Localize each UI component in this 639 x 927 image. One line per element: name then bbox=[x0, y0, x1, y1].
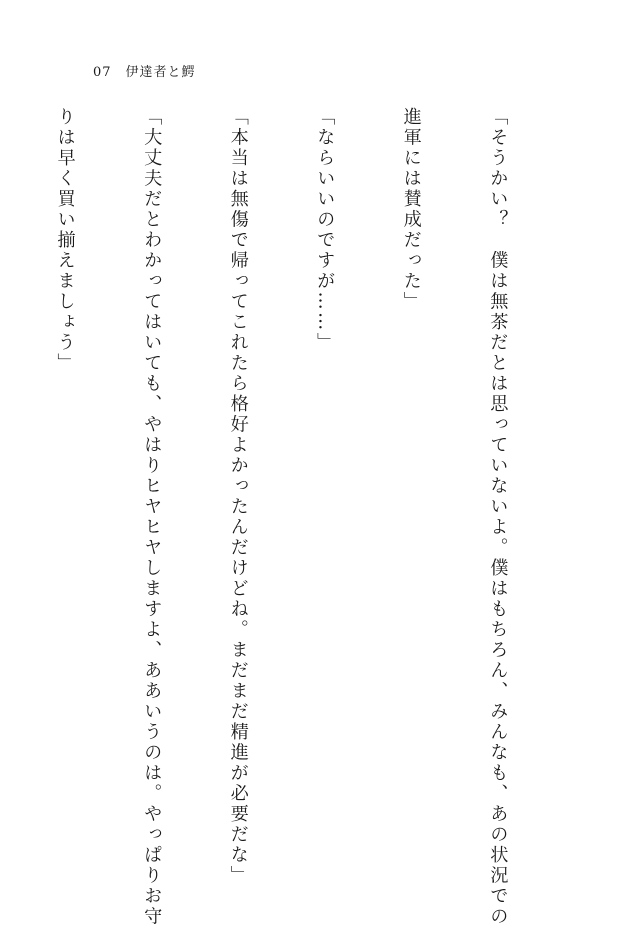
text-line: 「本当は無傷で帰ってこれたら格好よかったんだけどね。まだまだ精進が必要だな」 bbox=[227, 107, 249, 886]
text-line: 「ならいいのですが……」 bbox=[314, 107, 336, 353]
text-line: りは早く買い揃えましょう」 bbox=[54, 107, 76, 374]
page-header bbox=[93, 61, 196, 80]
text-line: 「大丈夫だとわかってはいても、やはりヒヤヒヤしますよ、ああいうのは。やっぱりお守 bbox=[141, 107, 163, 927]
text-line: 「そうかい？ 僕は無茶だとは思っていないよ。僕はもちろん、みんなも、あの状況での bbox=[487, 107, 509, 927]
vertical-body-text bbox=[0, 107, 569, 927]
text-line: 進軍には賛成だった」 bbox=[400, 107, 422, 312]
chapter-title: 伊達者と鰐 bbox=[125, 65, 196, 80]
page-number: 07 bbox=[93, 65, 112, 80]
